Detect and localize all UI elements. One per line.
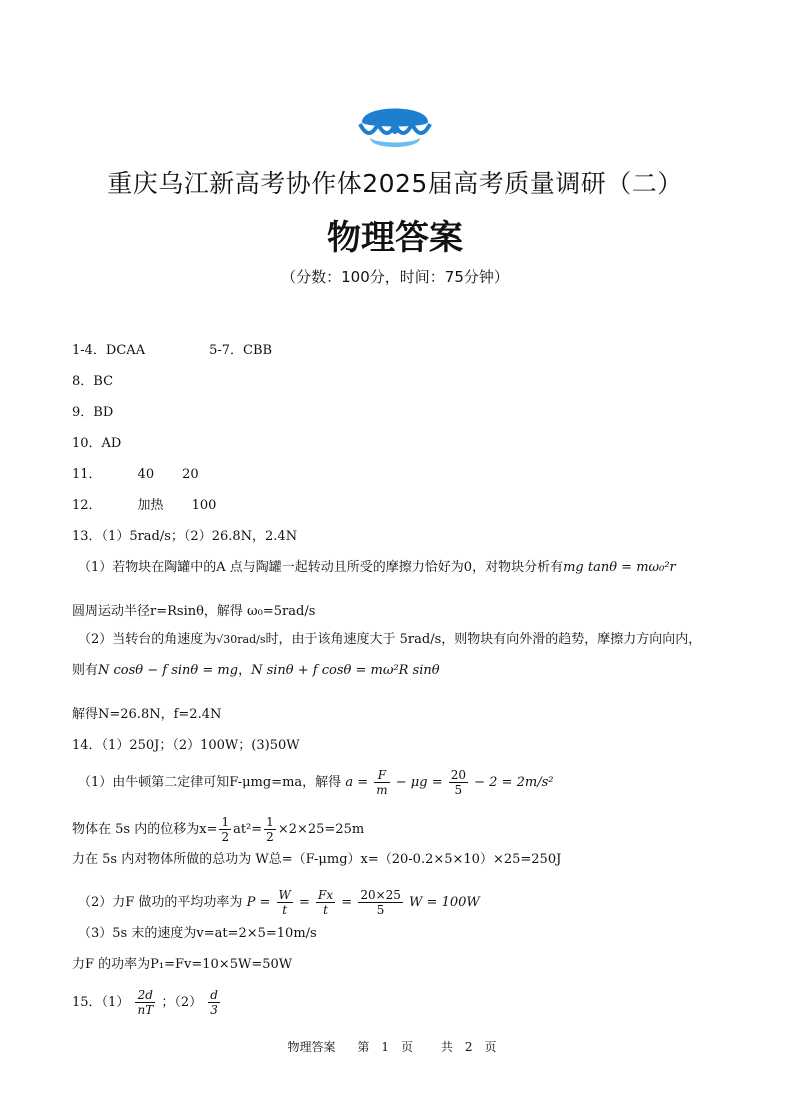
- answer-13-step-3: （2）当转台的角速度为√30rad/s时，由于该角速度大于 5rad/s，则物块有向外滑的趋势，摩擦力方向向内，: [78, 632, 702, 647]
- answer-14-step-2: 物体在 5s 内的位移为x= $\frac{1}{2}$ at²= $\frac{1}{2}$ ×2×25=25m: [72, 815, 365, 844]
- fraction: $\frac{1}{2}$: [221, 815, 230, 844]
- page-footer: [0, 1038, 790, 1055]
- answer-14-step-4: （2）力F 做功的平均功率为 P = $\frac{W}{t}$ = $\frac{Fx}{t}$ = $\frac{20\times 25}{5}$ W = 100W: [78, 888, 480, 917]
- answer-12: 12． 加热 100: [72, 498, 217, 513]
- footer-page-number: 第 1 页: [357, 1040, 413, 1054]
- answer-15: 15．（1） $\frac{2d}{nT}$ ；（2） $\frac{d}{3}$: [72, 988, 218, 1017]
- answer-13-step-4: 则有N cosθ − f sinθ = mg，N sinθ + f cosθ = mω²R sinθ: [72, 663, 440, 678]
- fraction: $\frac{2d}{nT}$: [137, 988, 154, 1017]
- answer-10: 10．AD: [72, 436, 122, 451]
- fraction: $\frac{d}{3}$: [210, 988, 218, 1017]
- answer-11: 11． 40 20: [72, 467, 199, 482]
- answer-14-step-3: 力在 5s 内对物体所做的总功为 W总=（F-μmg）x=（20-0.2×5×10）×25=250J: [72, 852, 562, 867]
- answer-13-result: 解得N=26.8N，f=2.4N: [72, 707, 222, 722]
- document-title: 物理答案: [327, 218, 463, 258]
- fraction: $\frac{Fx}{t}$: [318, 888, 334, 917]
- exam-info: （分数：100分，时间：75分钟）: [281, 268, 509, 286]
- fraction: $\frac{W}{t}$: [278, 888, 291, 917]
- fraction: $\frac{F}{m}$: [376, 768, 388, 797]
- footer-doc-name: 物理答案: [287, 1040, 336, 1054]
- answer-14-summary: 14．（1）250J；（2）100W；(3)50W: [72, 738, 300, 753]
- fraction: $\frac{1}{2}$: [266, 815, 274, 844]
- school-logo-icon: [356, 98, 434, 156]
- answer-13-step-2: 圆周运动半径r=Rsinθ，解得 ω₀=5rad/s: [72, 604, 316, 619]
- footer-page-total: 共 2 页: [440, 1040, 497, 1054]
- exam-title: 重庆乌江新高考协作体2025届高考质量调研（二）: [107, 169, 683, 198]
- answer-13-step-1: （1）若物块在陶罐中的A 点与陶罐一起转动且所受的摩擦力恰好为0，对物块分析有mg tanθ = mω₀²r: [78, 560, 676, 575]
- answer-14-step-1: （1）由牛顿第二定律可知F-μmg=ma，解得 a = $\frac{F}{m}$ − μg = $\frac{20}{5}$ − 2 = 2m/s²: [78, 768, 554, 797]
- answer-1-7: 1-4．DCAA 5-7．CBB: [72, 343, 273, 358]
- answer-13-summary: 13．（1）5rad/s；（2）26.8N，2.4N: [72, 529, 298, 544]
- fraction: $\frac{20\times 25}{5}$: [360, 888, 401, 917]
- answer-14-step-6: 力F 的功率为P₁=Fv=10×5W=50W: [72, 957, 293, 972]
- fraction: $\frac{20}{5}$: [450, 768, 467, 797]
- answer-14-step-5: （3）5s 末的速度为v=at=2×5=10m/s: [78, 926, 317, 941]
- answer-8: 8．BC: [72, 374, 114, 389]
- answer-9: 9．BD: [72, 405, 114, 420]
